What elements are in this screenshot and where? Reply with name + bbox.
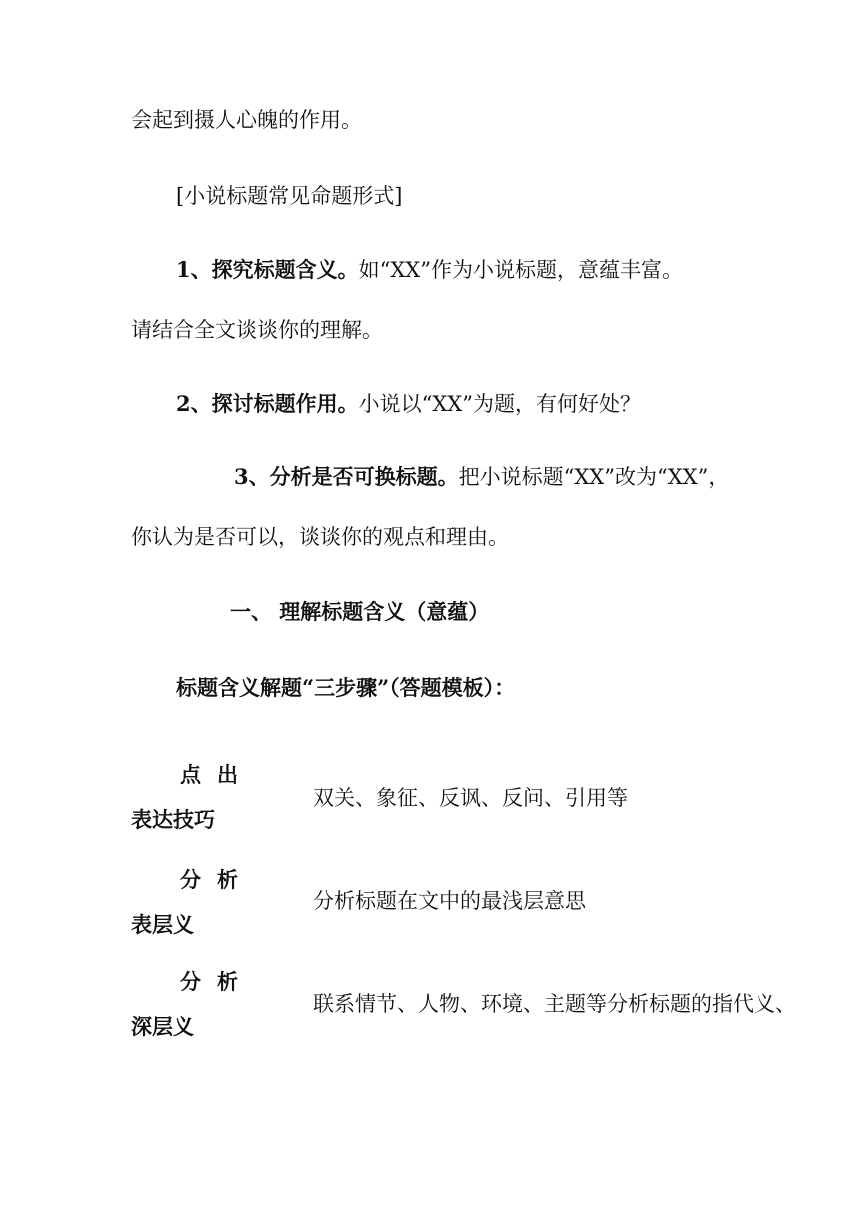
item-3-continuation: 你认为是否可以，谈谈你的观点和理由。 (131, 525, 509, 549)
item-3 (234, 463, 729, 491)
section-heading: 一、 理解标题含义（意蕴） (230, 599, 490, 624)
table-row-3-value: 联系情节、人物、环境、主题等分析标题的指代义、 (313, 992, 796, 1016)
item-1-text: 如“XX”作为小说标题，意蕴丰富。 (358, 258, 683, 282)
table-row-1-value: 双关、象征、反讽、反问、引用等 (313, 786, 628, 810)
table-row-3-label-top: 分析 (180, 969, 254, 994)
item-2 (176, 390, 641, 418)
item-1-bold: 1、探究标题含义。 (176, 257, 359, 282)
item-1 (176, 256, 683, 284)
item-1-continuation: 请结合全文谈谈你的理解。 (131, 318, 383, 342)
steps-heading: 标题含义解题“三步骤”（答题模板）： (176, 675, 516, 700)
paragraph-continuation: 会起到摄人心魄的作用。 (131, 108, 362, 132)
table-row-2-label-top: 分析 (180, 867, 254, 892)
item-2-text: 小说以“XX”为题，有何好处？ (358, 392, 641, 416)
item-3-text: 把小说标题“XX”改为“XX”， (458, 465, 730, 489)
table-row-2-value: 分析标题在文中的最浅层意思 (313, 889, 586, 913)
item-3-bold: 3、分析是否可换标题。 (234, 464, 459, 489)
table-row-1-label-bottom: 表达技巧 (131, 807, 215, 832)
table-row-3-label-bottom: 深层义 (131, 1014, 194, 1039)
bracket-heading: [小说标题常见命题形式] (176, 184, 403, 208)
table-row-1-label-top: 点出 (180, 762, 254, 787)
item-2-bold: 2、探讨标题作用。 (176, 391, 359, 416)
table-row-2-label-bottom: 表层义 (131, 912, 194, 937)
